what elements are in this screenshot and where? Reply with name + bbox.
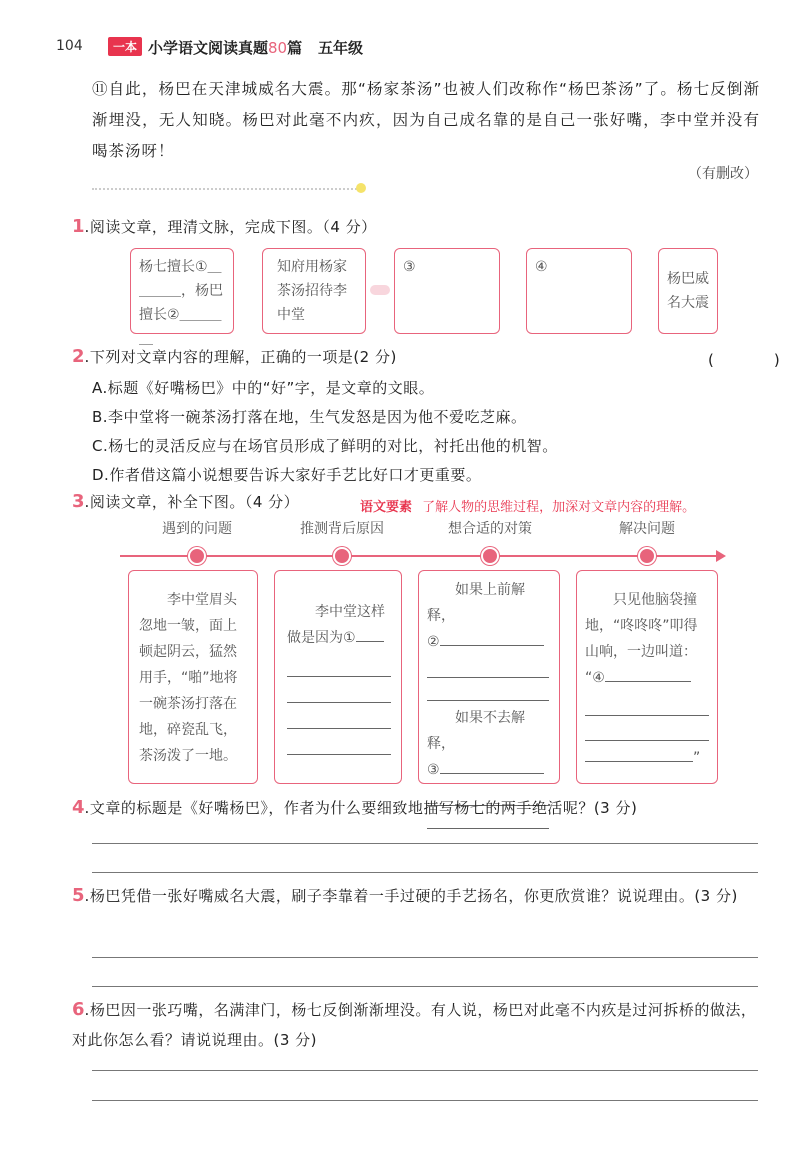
stage-box-2[interactable]: 李中堂这样做是因为① — [274, 570, 402, 784]
book-title: 小学语文阅读真题80篇 — [148, 39, 303, 57]
stage-box-1: 李中堂眉头忽地一皱，面上顿起阴云，猛然用手，“啪”地将一碗茶汤打落在地，碎瓷乱飞，茶汤泼了一地。 — [128, 570, 258, 784]
stage-dot-1 — [188, 547, 206, 565]
stage-label-2: 推测背后原因 — [300, 521, 384, 537]
page-number: 104 — [56, 38, 83, 54]
option-d[interactable]: D.作者借这篇小说想要告诉大家好手艺比好口才更重要。 — [92, 466, 482, 484]
edit-note: （有删改） — [688, 166, 758, 182]
option-b[interactable]: B.李中堂将一碗茶汤打落在地，生气发怒是因为他不爱吃芝麻。 — [92, 408, 527, 426]
section-divider — [92, 188, 360, 190]
option-a[interactable]: A.标题《好嘴杨巴》中的“好”字，是文章的文眼。 — [92, 379, 435, 397]
stage-label-3: 想合适的对策 — [448, 521, 532, 537]
question-2: 2.下列对文章内容的理解，正确的一项是(2 分) — [72, 346, 397, 367]
q1-box-3[interactable]: ③ — [394, 248, 500, 334]
tip-box: 语文要素 了解人物的思维过程，加深对文章内容的理解。 — [360, 500, 696, 515]
passage-paragraph: ⑪自此，杨巴在天津城威名大震。那“杨家茶汤”也被人们改称作“杨巴茶汤”了。杨七反倒渐渐埋没，无人知晓。杨巴对此毫不内疚，因为自己成名靠的是自己一张好嘴，李中堂并没有喝茶汤呀！ — [92, 80, 760, 160]
question-5: 5.杨巴凭借一张好嘴威名大震，刷子李靠着一手过硬的手艺扬名，你更欣赏谁？说说理由。(3 分) — [72, 885, 738, 906]
divider-dot — [356, 183, 366, 193]
q1-box-1[interactable]: 杨七擅长①＿＿＿＿，杨巴擅长②＿＿＿＿ — [130, 248, 234, 334]
answer-line[interactable] — [92, 872, 758, 873]
question-4: 4.文章的标题是《好嘴杨巴》，作者为什么要细致地描写杨七的两手绝活呢？(3 分) — [72, 797, 638, 818]
question-1: 1.阅读文章，理清文脉，完成下图。（4 分） — [72, 216, 377, 237]
stage-box-4[interactable]: 只见他脑袋撞地，“咚咚咚”叩得山响，一边叫道： “④ ” — [576, 570, 718, 784]
timeline-line — [120, 555, 724, 557]
connector — [370, 285, 390, 295]
stage-label-1: 遇到的问题 — [162, 521, 232, 537]
answer-line[interactable] — [92, 986, 758, 987]
option-c[interactable]: C.杨七的灵活反应与在场官员形成了鲜明的对比，衬托出他的机智。 — [92, 437, 558, 455]
q1-box-5: 杨巴威名大震 — [658, 248, 718, 334]
stage-dot-4 — [638, 547, 656, 565]
stage-dot-3 — [481, 547, 499, 565]
q1-box-2: 知府用杨家茶汤招待李中堂 — [262, 248, 366, 334]
stage-label-4: 解决问题 — [619, 521, 675, 537]
stage-dot-2 — [333, 547, 351, 565]
answer-line[interactable] — [92, 1070, 758, 1071]
answer-line[interactable] — [92, 957, 758, 958]
question-3: 3.阅读文章，补全下图。（4 分） — [72, 491, 300, 512]
answer-line[interactable] — [92, 1100, 758, 1101]
timeline-arrow-head — [716, 550, 726, 562]
brand-logo: 一本 — [108, 37, 142, 56]
q1-box-4[interactable]: ④ — [526, 248, 632, 334]
stage-box-3[interactable]: 如果上前解释， ② 如果不去解释， ③ — [418, 570, 560, 784]
answer-bracket[interactable]: ( ) — [708, 351, 790, 369]
answer-line[interactable] — [92, 843, 758, 844]
question-6: 6.杨巴因一张巧嘴，名满津门，杨七反倒渐渐埋没。有人说，杨巴对此毫不内疚是过河拆桥的做法，对此你怎么看？请说说理由。(3 分) — [72, 999, 757, 1049]
grade-label: 五年级 — [318, 39, 364, 57]
